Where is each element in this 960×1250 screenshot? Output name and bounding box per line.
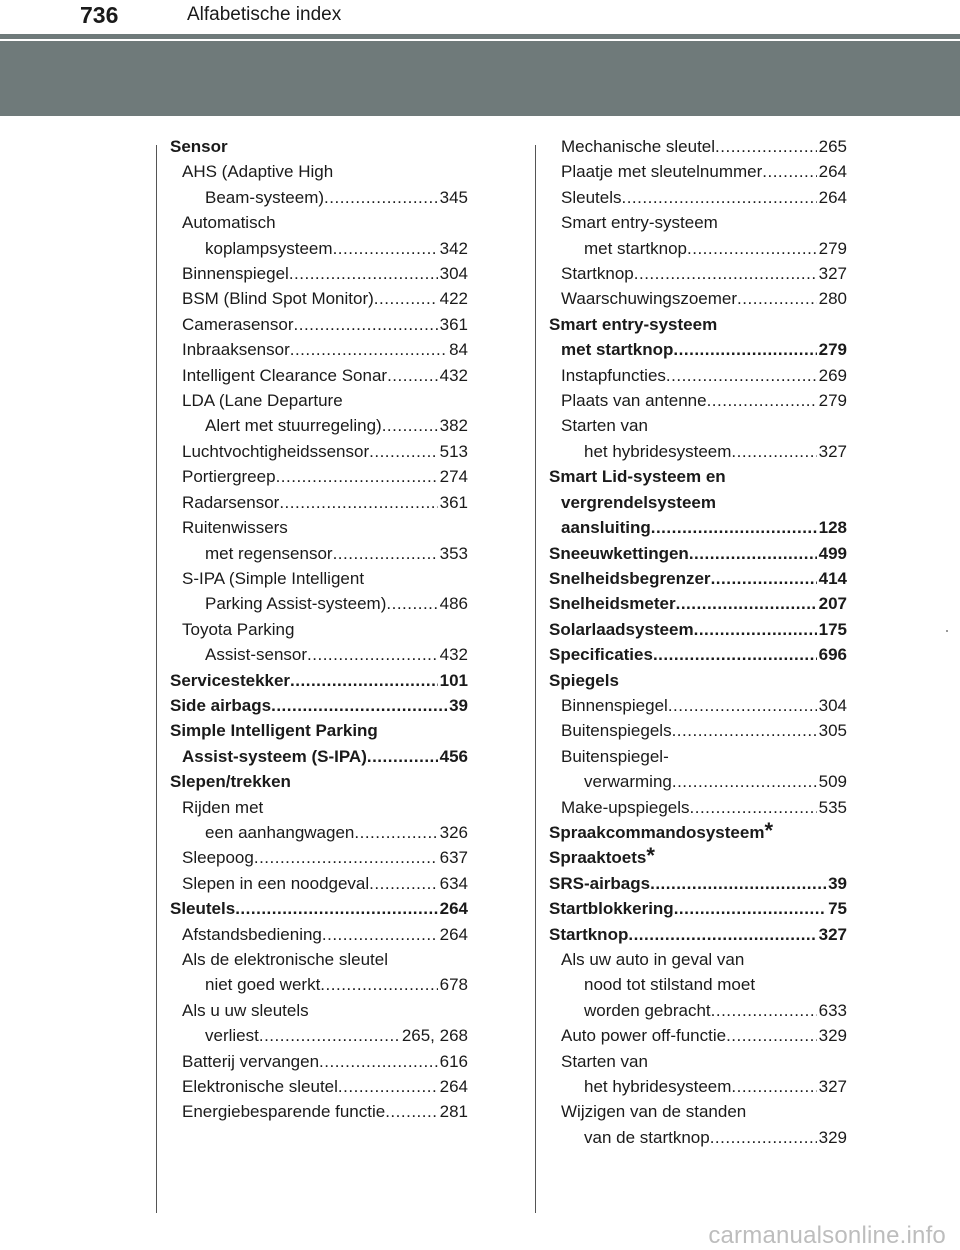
index-entry	[170, 617, 468, 642]
index-entry-page: 279	[818, 340, 847, 360]
index-entry-term: Starten van	[561, 1051, 648, 1071]
index-entry-term: Slepen in een noodgeval	[182, 873, 370, 893]
index-entry-page: 513	[439, 441, 468, 461]
index-entry-page: 422	[439, 289, 468, 309]
index-entry-term: Als uw auto in geval van	[561, 950, 745, 969]
index-entry-term: vergrendelsysteem	[561, 492, 716, 512]
index-entry-term: Waarschuwingszoemer	[561, 289, 738, 309]
dot-leader	[650, 871, 826, 896]
index-entry	[549, 286, 847, 311]
index-entry-term: Buitenspiegel-	[561, 746, 669, 766]
index-entry-term: Assist-sensor	[205, 645, 308, 665]
index-entry-term: Afstandsbediening	[182, 924, 322, 944]
index-entry-page: 75	[828, 899, 847, 919]
index-entry	[549, 566, 847, 591]
index-entry	[549, 236, 847, 261]
index-entry-page: 633	[818, 1000, 847, 1020]
dot-leader	[737, 286, 817, 311]
index-entry	[170, 134, 468, 159]
index-entry-page: 637	[439, 848, 468, 868]
index-entry-term: BSM (Blind Spot Monitor)	[182, 289, 374, 309]
index-entry-page: 353	[439, 543, 468, 563]
index-entry	[170, 515, 468, 540]
index-entry	[170, 490, 468, 515]
index-entry	[170, 845, 468, 870]
dot-leader	[711, 998, 817, 1023]
index-entry	[549, 998, 847, 1023]
index-entry	[549, 795, 847, 820]
index-entry	[170, 744, 468, 769]
index-entry	[170, 388, 468, 413]
index-entry-term: Solarlaadsysteem	[549, 619, 694, 639]
index-entry-term: Parking Assist-systeem)	[205, 594, 387, 614]
index-entry-term: Sleutels	[170, 899, 236, 919]
index-entry	[549, 1074, 847, 1099]
index-entry	[549, 1125, 847, 1150]
index-entry-term: worden gebracht	[584, 1000, 711, 1020]
index-entry-term: Plaats van antenne	[561, 391, 707, 411]
index-entry-term: Startknop	[549, 924, 629, 944]
index-entry	[549, 591, 847, 616]
index-entry	[170, 642, 468, 667]
index-entry	[549, 693, 847, 718]
dot-leader	[290, 337, 447, 362]
dot-leader	[367, 744, 438, 769]
dot-leader	[235, 896, 437, 921]
index-entry-term: Spraakcommandosysteem	[549, 822, 765, 842]
dot-leader	[294, 312, 438, 337]
header-banner	[0, 41, 960, 116]
dot-leader	[726, 1023, 817, 1048]
index-entry-term: Sleutels	[561, 187, 622, 207]
index-entry-page: 414	[818, 568, 847, 588]
index-entry-term: Snelheidsbegrenzer	[549, 568, 711, 588]
index-entry-page: 279	[818, 238, 847, 258]
dot-leader	[369, 439, 438, 464]
dot-leader	[673, 337, 816, 362]
index-entry-page: 280	[818, 289, 847, 309]
index-entry	[549, 134, 847, 159]
index-entry-term: Side airbags	[170, 695, 272, 715]
dot-leader	[690, 795, 817, 820]
dot-leader	[354, 820, 437, 845]
index-entry-page: 327	[818, 1077, 847, 1097]
index-entry-term: Startknop	[561, 264, 634, 284]
index-entry-term: Binnenspiegel	[182, 264, 289, 284]
dot-leader	[651, 515, 817, 540]
index-entry-page: 264	[818, 187, 847, 207]
index-entry-page: 264	[439, 924, 468, 944]
index-entry-page: 696	[818, 645, 847, 665]
index-entry	[170, 769, 468, 794]
dot-leader	[621, 185, 816, 210]
index-entry-term: nood tot stilstand moet	[584, 975, 756, 995]
index-entry-term: Luchtvochtigheidssensor	[182, 441, 370, 461]
page-number: 736	[80, 2, 119, 28]
index-entry	[549, 388, 847, 413]
index-entry	[549, 413, 847, 438]
index-entry-page: 327	[818, 441, 847, 461]
index-entry-term: Make-upspiegels	[561, 797, 690, 817]
index-entry	[170, 591, 468, 616]
index-column-left	[170, 134, 468, 1125]
index-entry-page: 128	[818, 518, 847, 538]
index-entry	[170, 1074, 468, 1099]
index-entry-term: Smart Lid-systeem en	[549, 467, 726, 487]
index-entry-page: 361	[439, 492, 468, 512]
index-entry	[549, 515, 847, 540]
dot-leader	[653, 642, 817, 667]
index-entry-page: 382	[439, 416, 468, 436]
index-entry: Spraakcommandosysteem *	[549, 820, 847, 845]
index-column-right	[549, 134, 847, 1150]
index-entry-term: verwarming	[584, 772, 672, 792]
index-entry	[549, 464, 847, 489]
dot-leader	[386, 591, 437, 616]
watermark: carmanualsonline.info	[708, 1222, 946, 1249]
index-entry-term: Starten van	[561, 416, 648, 436]
index-entry	[549, 185, 847, 210]
index-entry-term: Assist-systeem (S-IPA)	[182, 746, 367, 766]
index-entry	[170, 998, 468, 1023]
dot-leader	[731, 439, 816, 464]
index-entry: Spraaktoets *	[549, 845, 847, 870]
index-entry	[170, 363, 468, 388]
dot-leader	[338, 1074, 438, 1099]
index-entry-page: 678	[439, 975, 468, 995]
index-entry-page: 265	[818, 137, 847, 156]
index-entry	[170, 261, 468, 286]
scan-speck	[946, 630, 948, 632]
index-entry-term: S-IPA (Simple Intelligent	[182, 568, 365, 588]
index-entry-page: 634	[439, 873, 468, 893]
index-entry	[170, 236, 468, 261]
index-entry-term: koplampsysteem	[205, 238, 333, 258]
index-entry	[170, 896, 468, 921]
index-entry	[170, 286, 468, 311]
index-entry	[549, 439, 847, 464]
index-entry	[170, 947, 468, 972]
dot-leader	[271, 693, 447, 718]
index-entry-term: Sneeuwkettingen	[549, 543, 689, 563]
index-entry	[549, 1049, 847, 1074]
index-entry-page: 342	[439, 238, 468, 258]
index-entry-term: Automatisch	[182, 213, 276, 233]
index-entry	[170, 668, 468, 693]
dot-leader	[333, 541, 438, 566]
dot-leader	[307, 642, 438, 667]
index-entry-term: Ruitenwissers	[182, 518, 288, 538]
index-entry	[170, 312, 468, 337]
index-entry	[170, 1049, 468, 1074]
index-entry	[170, 972, 468, 997]
index-entry-term: AHS (Adaptive High	[182, 162, 334, 182]
index-entry	[549, 642, 847, 667]
index-entry	[549, 744, 847, 769]
index-entry-term: Auto power off-functie	[561, 1026, 727, 1046]
index-entry	[170, 337, 468, 362]
index-entry	[170, 413, 468, 438]
index-entry-term: Buitenspiegels	[561, 721, 672, 741]
dot-leader	[707, 388, 817, 413]
index-entry-term: het hybridesysteem	[584, 1077, 732, 1097]
dot-leader	[634, 261, 817, 286]
index-entry-page: 264	[818, 162, 847, 182]
dot-leader	[320, 972, 437, 997]
dot-leader	[710, 1125, 817, 1150]
index-entry-page: 84	[449, 340, 468, 360]
index-entry	[549, 312, 847, 337]
index-entry-term: Specificaties	[549, 645, 653, 665]
index-entry-page: 329	[818, 1026, 847, 1046]
dot-leader	[385, 1099, 437, 1124]
index-entry-page: 39	[449, 695, 468, 715]
index-entry	[549, 718, 847, 743]
index-entry-page: 207	[818, 594, 847, 614]
index-entry-term: Plaatje met sleutelnummer	[561, 162, 763, 182]
index-entry-term: verliest	[205, 1026, 259, 1046]
index-entry-page: 269	[818, 365, 847, 385]
index-entry-term: Spraaktoets	[549, 848, 647, 868]
index-entry-page: 304	[818, 695, 847, 715]
index-entry-term: niet goed werkt	[205, 975, 321, 995]
index-entry-term: Spiegels	[549, 670, 619, 690]
dot-leader	[374, 286, 438, 311]
index-entry	[549, 947, 847, 972]
dot-leader	[279, 490, 437, 515]
index-entry-term: Servicestekker	[170, 670, 291, 690]
index-entry-page: 274	[439, 467, 468, 487]
index-entry-term: Beam-systeem)	[205, 187, 325, 207]
index-entry-term: Wijzigen van de standen	[561, 1102, 747, 1122]
index-entry-page: 535	[818, 797, 847, 817]
dot-leader	[276, 464, 438, 489]
index-entry-page: 616	[439, 1051, 468, 1071]
dot-leader	[254, 845, 438, 870]
dot-leader	[322, 922, 438, 947]
dot-leader	[666, 363, 817, 388]
index-entry	[549, 210, 847, 235]
index-entry	[170, 464, 468, 489]
dot-leader	[319, 1049, 438, 1074]
page-title: Alfabetische index	[187, 4, 342, 25]
index-entry-term: met startknop	[561, 340, 674, 360]
index-entry	[549, 972, 847, 997]
index-entry-term: Smart entry-systeem	[561, 213, 718, 233]
dot-leader	[687, 236, 817, 261]
index-entry-term: Alert met stuurregeling)	[205, 416, 382, 436]
index-entry	[549, 363, 847, 388]
index-entry	[549, 668, 847, 693]
dot-leader	[694, 617, 817, 642]
index-entry	[170, 210, 468, 235]
index-entry	[170, 1099, 468, 1124]
index-entry	[549, 1099, 847, 1124]
index-entry	[549, 541, 847, 566]
dot-leader	[387, 363, 438, 388]
index-entry-term: met startknop	[584, 238, 687, 258]
index-entry-page: 361	[439, 314, 468, 334]
header-divider	[0, 34, 960, 39]
index-entry	[549, 617, 847, 642]
index-entry-page: 281	[439, 1102, 468, 1122]
dot-leader	[628, 922, 816, 947]
index-entry-page: 264	[439, 1077, 468, 1097]
index-entry-page: 327	[818, 924, 847, 944]
index-entry-page: 327	[818, 264, 847, 284]
index-entry	[549, 261, 847, 286]
index-entry-term: Sleepoog	[182, 848, 254, 868]
index-entry-page: 345	[439, 187, 468, 207]
index-entry	[549, 337, 847, 362]
index-entry-term: Smart entry-systeem	[549, 314, 718, 334]
column-rule-right	[535, 145, 536, 1213]
index-entry	[170, 795, 468, 820]
index-entry	[170, 922, 468, 947]
dot-leader	[668, 693, 817, 718]
index-entry-page: 329	[818, 1127, 847, 1147]
index-entry-term: Camerasensor	[182, 314, 294, 334]
dot-leader	[289, 261, 438, 286]
index-entry-term: Slepen/trekken	[170, 772, 291, 792]
index-entry-term: Portiergreep	[182, 467, 276, 487]
index-entry	[549, 896, 847, 921]
index-entry	[170, 541, 468, 566]
index-entry-page: 265, 268	[401, 1026, 468, 1046]
index-entry-term: het hybridesysteem	[584, 441, 732, 461]
dot-leader	[731, 1074, 816, 1099]
index-entry-term: Inbraaksensor	[182, 340, 290, 360]
column-rule-left	[156, 145, 157, 1213]
index-entry-term: Radarsensor	[182, 492, 280, 512]
dot-leader	[290, 668, 438, 693]
index-entry-term: Als de elektronische sleutel	[182, 950, 389, 969]
index-entry-page: 432	[439, 365, 468, 385]
index-entry-page: 101	[439, 670, 468, 690]
index-entry-page: 305	[818, 721, 847, 741]
dot-leader	[672, 718, 817, 743]
index-entry	[170, 159, 468, 184]
dot-leader	[711, 566, 817, 591]
dot-leader	[333, 236, 438, 261]
index-entry-term: Toyota Parking	[182, 619, 295, 639]
index-entry-term: van de startknop	[584, 1127, 710, 1147]
index-entry-term: Binnenspiegel	[561, 695, 668, 715]
index-entry-term: een aanhangwagen	[205, 822, 355, 842]
dot-leader	[324, 185, 438, 210]
index-entry	[170, 693, 468, 718]
index-entry-page: 432	[439, 645, 468, 665]
index-entry-term: Snelheidsmeter	[549, 594, 676, 614]
index-entry-term: Instapfuncties	[561, 365, 666, 385]
index-entry-page: 279	[818, 391, 847, 411]
dot-leader	[672, 769, 817, 794]
index-entry-term: Elektronische sleutel	[182, 1077, 338, 1097]
index-entry	[170, 566, 468, 591]
index-entry	[170, 439, 468, 464]
dot-leader	[259, 1023, 400, 1048]
index-entry	[170, 871, 468, 896]
index-entry-term: Rijden met	[182, 797, 264, 817]
index-entry-page: 304	[439, 264, 468, 284]
index-entry-page: 499	[818, 543, 847, 563]
index-entry-term: SRS-airbags	[549, 873, 651, 893]
index-entry-term: met regensensor	[205, 543, 333, 563]
dot-leader	[676, 591, 817, 616]
dot-leader	[674, 896, 826, 921]
index-entry-term: Simple Intelligent Parking	[170, 721, 378, 741]
index-entry	[549, 159, 847, 184]
dot-leader	[382, 413, 438, 438]
index-entry-term: Energiebesparende functie	[182, 1102, 386, 1122]
dot-leader	[689, 541, 817, 566]
index-entry	[170, 820, 468, 845]
index-entry-page: 39	[828, 873, 847, 893]
index-entry-term: Mechanische sleutel	[561, 137, 716, 156]
index-entry	[170, 185, 468, 210]
index-entry	[549, 1023, 847, 1048]
index-entry	[170, 718, 468, 743]
index-entry	[549, 871, 847, 896]
index-entry-page: 264	[439, 899, 468, 919]
index-entry-page: 456	[439, 746, 468, 766]
page-header	[0, 0, 960, 32]
index-entry-term: Startblokkering	[549, 899, 674, 919]
dot-leader	[715, 134, 817, 159]
dot-leader	[762, 159, 816, 184]
index-entry	[549, 490, 847, 515]
index-entry-page: 326	[439, 822, 468, 842]
index-entry-term: aansluiting	[561, 518, 651, 538]
index-entry-term: Als u uw sleutels	[182, 1000, 309, 1020]
index-entry-page: 509	[818, 772, 847, 792]
index-entry	[549, 922, 847, 947]
dot-leader	[369, 871, 437, 896]
index-entry-page: 175	[818, 619, 847, 639]
index-entry-term: Sensor	[170, 137, 228, 156]
index-entry-term: Batterij vervangen	[182, 1051, 320, 1071]
index-entry-term: Intelligent Clearance Sonar	[182, 365, 388, 385]
index-entry	[549, 769, 847, 794]
index-entry	[170, 1023, 468, 1048]
index-entry-term: LDA (Lane Departure	[182, 391, 343, 411]
index-entry-page: 486	[439, 594, 468, 614]
